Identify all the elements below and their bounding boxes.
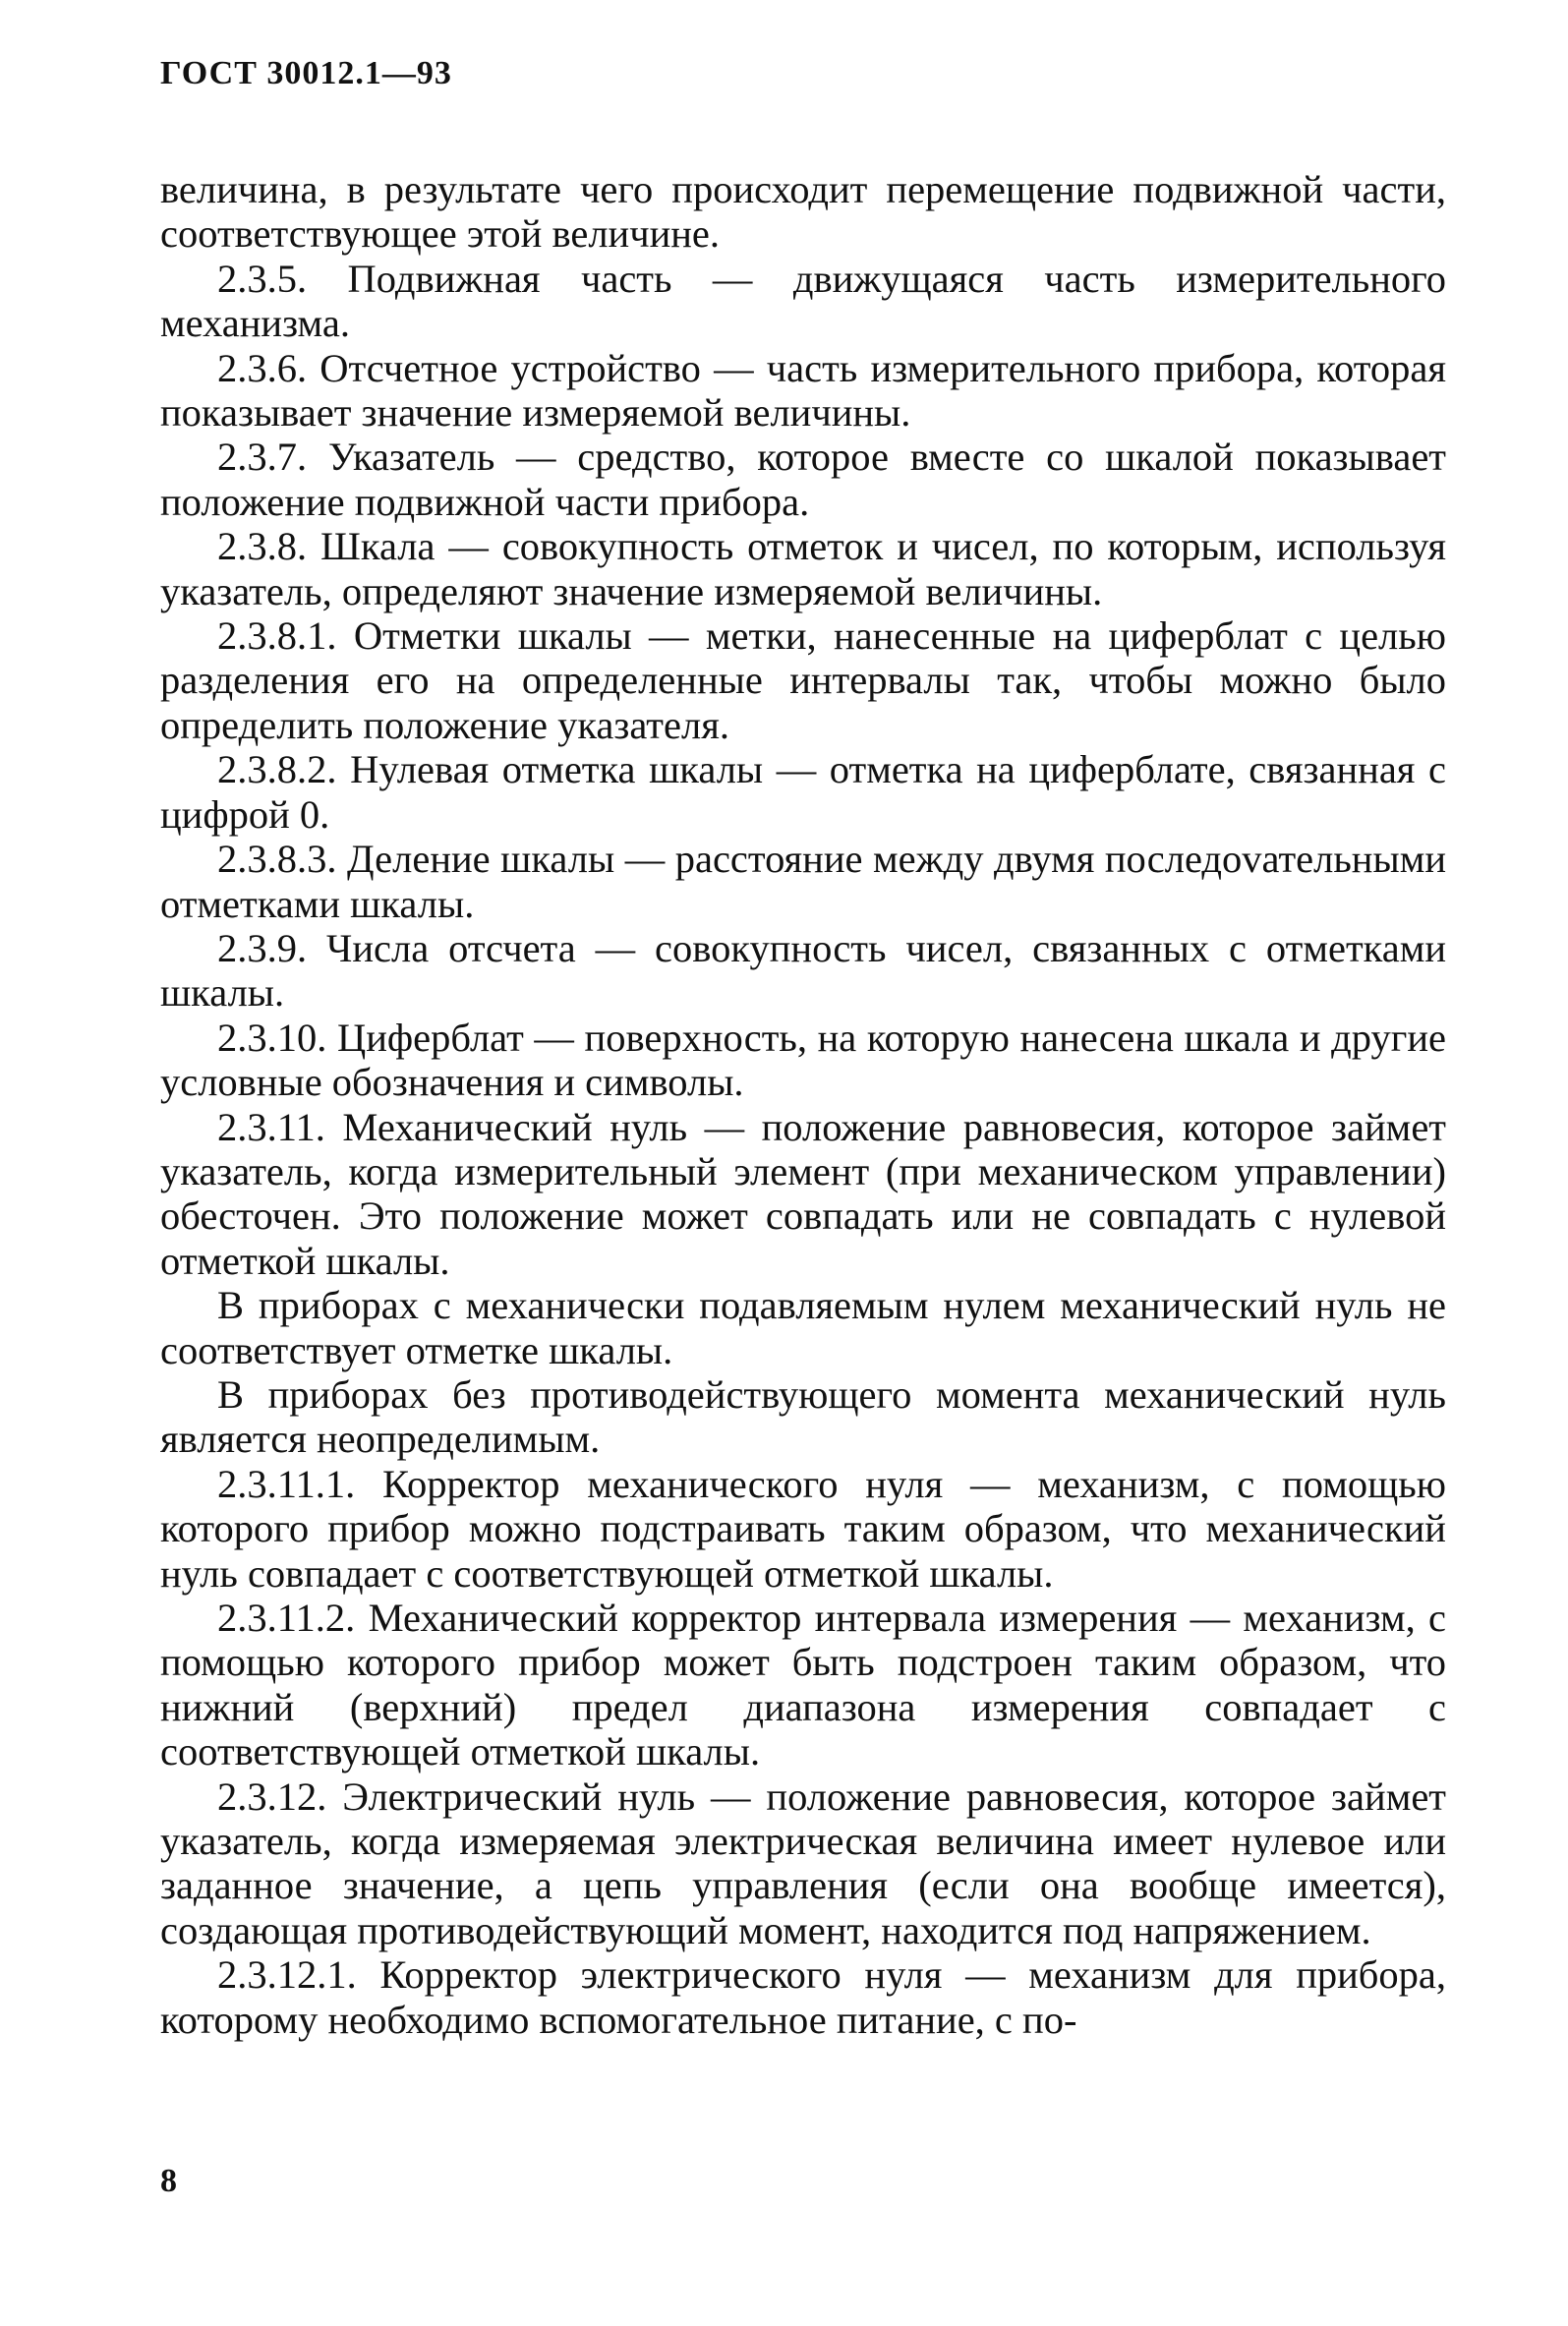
paragraph: 2.3.12. Электрический нуль — положение равновесия, которое займет указатель, когда измеряемая электрическая величина имеет нулевое или заданное значение, а цепь управления (если она вообще имеется), создающая противодействующий момент, находится под напряжением.	[160, 1774, 1446, 1952]
paragraph: 2.3.9. Числа отсчета — совокупность чисел, связанных с отметками шкалы.	[160, 925, 1446, 1016]
paragraph: 2.3.8.2. Нулевая отметка шкалы — отметка на циферблате, связанная с цифрой 0.	[160, 747, 1446, 837]
paragraph: 2.3.8.3. Деление шкалы — расстояние между двумя последоvательными отметками шкалы.	[160, 837, 1446, 926]
paragraph: величина, в результате чего происходит перемещение подвижной части, соответствующее этой величине.	[160, 167, 1446, 257]
page-number: 8	[160, 2163, 177, 2199]
paragraph: В приборах без противодействующего момента механический нуль является неопределимым.	[160, 1371, 1446, 1462]
paragraph: 2.3.8. Шкала — совокупность отметок и чисел, по которым, используя указатель, определяют значение измеряемой величины.	[160, 524, 1446, 613]
paragraph: 2.3.8.1. Отметки шкалы — метки, нанесенные на циферблат с целью разделения его на определенные интервалы так, чтобы можно было определить положение указателя.	[160, 613, 1446, 747]
document-body	[160, 167, 1446, 2042]
paragraph: 2.3.12.1. Корректор электрического нуля — механизм для прибора, которому необходимо вспомогательное питание, с по-	[160, 1952, 1446, 2042]
paragraph: 2.3.11.2. Механический корректор интервала измерения — механизм, с помощью которого прибор может быть подстроен таким образом, что нижний (верхний) предел диапазона измерения совпадает с соответствующей отметкой шкалы.	[160, 1596, 1446, 1774]
paragraph: 2.3.10. Циферблат — поверхность, на которую нанесена шкала и другие условные обозначения и символы.	[160, 1015, 1446, 1105]
paragraph: 2.3.5. Подвижная часть — движущаяся часть измерительного механизма.	[160, 256, 1446, 346]
paragraph: 2.3.11.1. Корректор механического нуля — механизм, с помощью которого прибор можно подстраивать таким образом, что механический нуль совпадает с соответствующей отметкой шкалы.	[160, 1461, 1446, 1596]
page-header: ГОСТ 30012.1—93	[160, 55, 452, 91]
paragraph: 2.3.11. Механический нуль — положение равновесия, которое займет указатель, когда измерительный элемент (при механическом управлении) обесточен. Это положение может совпадать или не совпадать с нулевой отметкой шкалы.	[160, 1104, 1446, 1283]
paragraph: 2.3.6. Отсчетное устройство — часть измерительного прибора, которая показывает значение измеряемой величины.	[160, 345, 1446, 436]
paragraph: В приборах с механически подавляемым нулем механический нуль не соответствует отметке шкалы.	[160, 1283, 1446, 1372]
paragraph: 2.3.7. Указатель — средство, которое вместе со шкалой показывает положение подвижной части прибора.	[160, 435, 1446, 524]
